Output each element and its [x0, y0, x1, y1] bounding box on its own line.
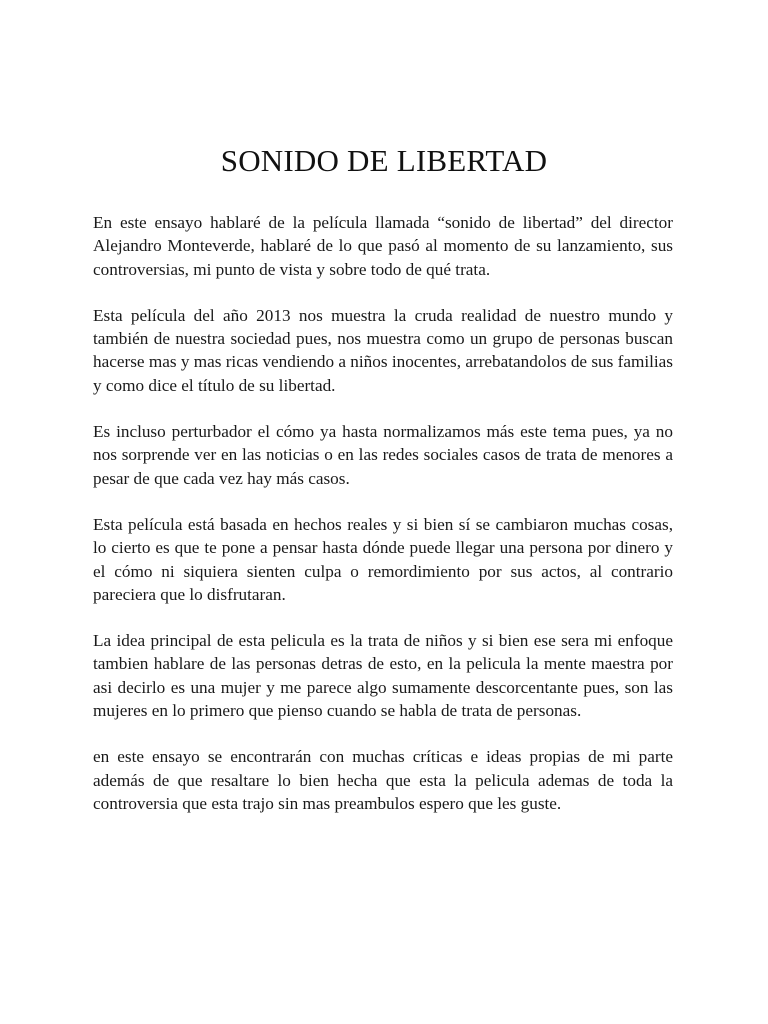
paragraph-intro: En este ensayo hablaré de la película llamada “sonido de libertad” del director Alejandro Monteverde, hablaré de lo que pasó al momento de su lanzamiento, sus controversias, mi punto de vista y sobre todo de qué trata. [93, 213, 673, 279]
paragraph-normalization: Es incluso perturbador el cómo ya hasta normalizamos más este tema pues, ya no nos sorprende ver en las noticias o en las redes sociales casos de trata de menores a pesar de que cada vez hay más casos. [93, 422, 673, 488]
essay-body [93, 211, 673, 838]
paragraph-film-overview: Esta película del año 2013 nos muestra la cruda realidad de nuestro mundo y también de nuestra sociedad pues, nos muestra como un grupo de personas buscan hacerse mas y mas ricas vendiendo a niños inocentes, arrebatandolos de sus familias y como dice el título de su libertad. [93, 305, 673, 395]
paragraph-closing: en este ensayo se encontrarán con muchas críticas e ideas propias de mi parte además de que resaltare lo bien hecha que esta la pelicula ademas de toda la controversia que esta trajo sin mas preambulos espero que les guste. [93, 747, 673, 813]
paragraph-main-idea: La idea principal de esta pelicula es la trata de niños y si bien ese sera mi enfoque tambien hablare de las personas detras de esto, en la pelicula la mente maestra por asi decirlo es una mujer y me parece algo sumamente descorcentante pues, son las mujeres en lo primero que pienso cuando se habla de trata de personas. [93, 631, 673, 721]
page-title: SONIDO DE LIBERTAD [220, 143, 548, 178]
paragraph-real-events: Esta película está basada en hechos reales y si bien sí se cambiaron muchas cosas, lo cierto es que te pone a pensar hasta dónde puede llegar una persona por dinero y el cómo ni siquiera sienten culpa o remordimiento por sus actos, al contrario pareciera que lo disfrutaran. [93, 514, 673, 604]
